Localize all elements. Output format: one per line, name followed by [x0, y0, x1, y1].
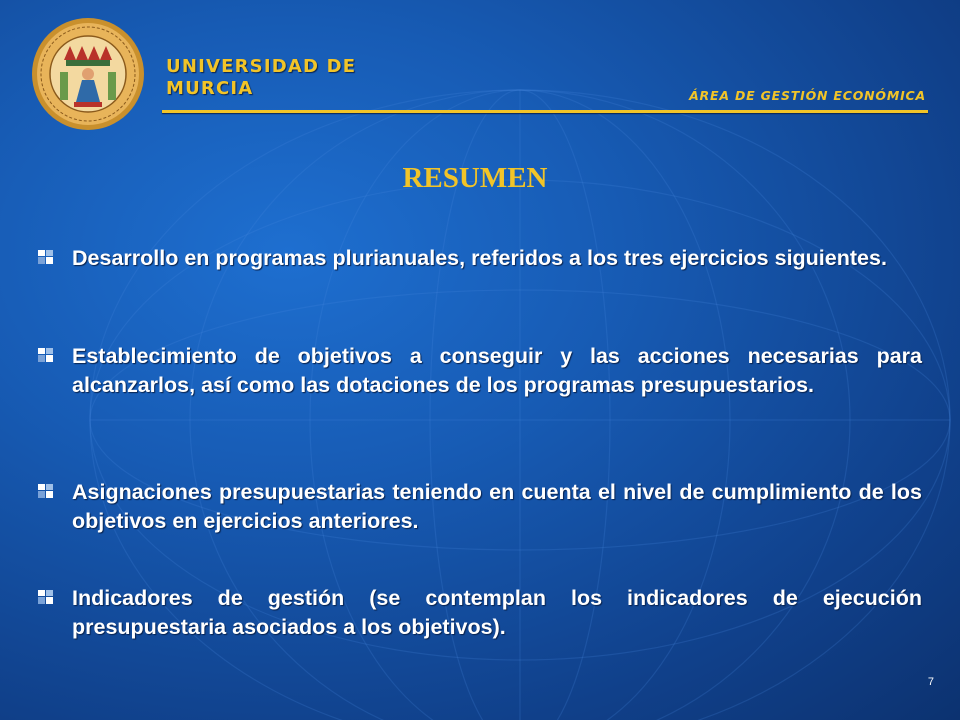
square-bullet-icon: [38, 484, 53, 498]
area-label: ÁREA DE GESTIÓN ECONÓMICA: [689, 88, 926, 103]
university-name-line1: UNIVERSIDAD DE: [166, 56, 357, 77]
bullet-text: Asignaciones presupuestarias teniendo en cuenta el nivel de cumplimiento de los objetivos en ejercicios anteriores.: [72, 480, 922, 533]
bullet-text: Indicadores de gestión (se contemplan los indicadores de ejecución presupuestaria asociados a los objetivos).: [72, 586, 922, 639]
slide-title: RESUMEN: [402, 162, 548, 194]
square-bullet-icon: [38, 348, 53, 362]
university-name-line2: MURCIA: [166, 78, 254, 99]
bullet-text: Establecimiento de objetivos a conseguir y las acciones necesarias para alcanzarlos, así como las dotaciones de los programas presupuestarios.: [72, 344, 922, 397]
square-bullet-icon: [38, 590, 53, 604]
square-bullet-icon: [38, 250, 53, 264]
page-number: 7: [927, 676, 934, 688]
bullet-text: Desarrollo en programas plurianuales, referidos a los tres ejercicios siguientes.: [72, 246, 887, 270]
